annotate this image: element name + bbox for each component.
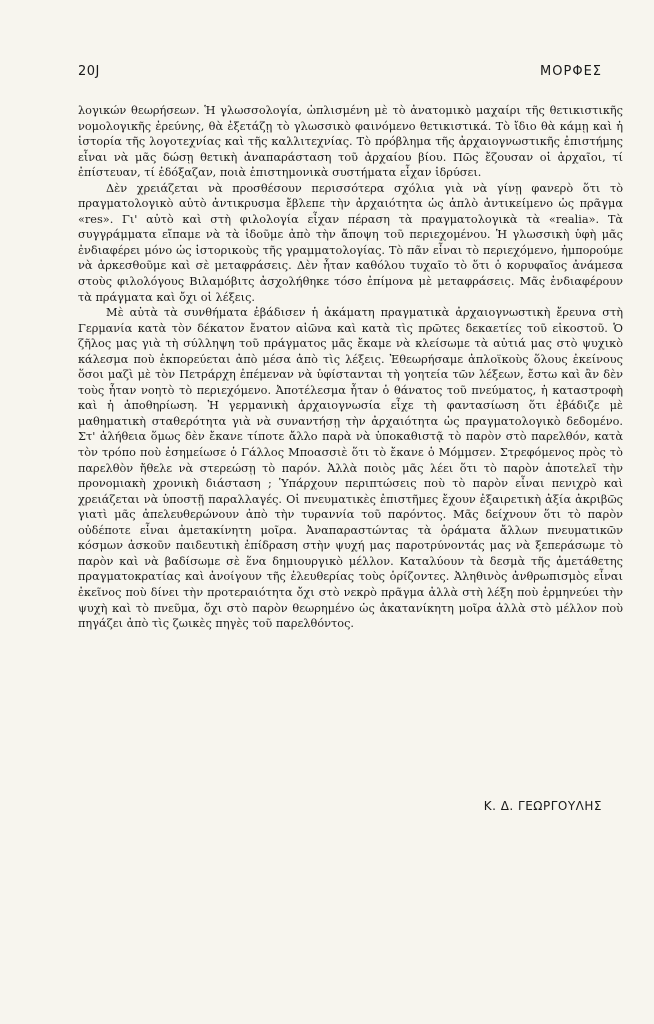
paragraph-3: Μὲ αὐτὰ τὰ συνθήματα ἐβάδισεν ἡ ἀκάματη πραγματικὰ ἀρχαιογνωστικὴ ἔρευνα στὴ Γερμανία κατὰ τὸν δέκατον ἔνατον αἰῶνα καὶ κατὰ τὶς πρῶτες δεκαετίες τοῦ εἰκοστοῦ. Ὁ ζῆλος μας γιὰ τὴ σύλληψη τοῦ πράγματος μᾶς ἔκαμε νὰ κλείσωμε τὰ αὐτιά μας στὸ ψυχικὸ κάλεσμα ποὺ ἐκπορεύεται ἀπὸ μέσα ἀπὸ τὶς λέξεις. Ἐθεωρήσαμε ἀπλοϊκοὺς ὅλους ἐκείνους ὅσοι μαζὶ μὲ τὸν Πετράρχη ἐπέμεναν νὰ ὑφίστανται τὴ γοητεία τῶν λέξεων, ἔστω καὶ ἂν δὲν τοὺς ἦταν νοητὸ τὸ περιεχόμενο. Ἀποτέλεσμα ἦταν ὁ θάνατος τοῦ πνεύματος, ἡ καταστροφὴ καὶ ἡ ἀποθηρίωση. Ἡ γερμανικὴ ἀρχαιογνωσία εἶχε τὴ φαντασίωση ὅτι ἐβάδιζε μὲ μαθηματικὴ σταθερότητα γιὰ νὰ συναντήσῃ τὴν ἀρχαιότητα ὡς πραγματολογικὸ δεδομένο. Στ' ἀλήθεια ὅμως δὲν ἔκανε τίποτε ἄλλο παρὰ νὰ ὑποκαθιστᾷ τὸ παρὸν στὸ παρελθόν, κατὰ τὸν τρόπο ποὺ ἐσημείωσε ὁ Γάλλος Μποασσιὲ ὅτι τὸ ἔκανε ὁ Μόμμσεν. Στρεφόμενος πρὸς τὸ παρελθὸν ἤθελε νὰ στερεώσῃ τὸ παρόν. Ἀλλὰ ποιὸς μᾶς λέει ὅτι τὸ παρὸν ἀποτελεῖ τὴν προνομιακὴ χρονικὴ διάσταση ; Ὑπάρχουν περιπτώσεις ποὺ τὸ παρὸν εἶναι πενιχρὸ καὶ χρειάζεται νὰ ὑποστῇ παραλλαγές. Οἱ πνευματικὲς ἐπιστῆμες ἔχουν ἐξαιρετικὴ ἀξία ἀκριβῶς γιατὶ μᾶς ἀπελευθερώνουν ἀπὸ τὴν τυραννία τοῦ παρόντος. Μᾶς δείχνουν ὅτι τὸ παρὸν οὐδέποτε εἶναι ἀμετακίνητη μοῖρα. Ἀναπαραστώντας τὰ ὁράματα ἄλλων πνευματικῶν κόσμων ἀσκοῦν παιδευτικὴ ἐπίδραση στὴν ψυχή μας παροτρύνοντάς μας νὰ ξεπεράσωμε τὸ παρὸν καὶ νὰ βαδίσωμε σὲ ἕνα δημιουργικὸ μέλλον. Καταλύουν τὰ δεσμὰ τῆς ἀμετάθετης πραγματοκρατίας καὶ ἀνοίγουν τῆς ἐλευθερίας τοὺς ὁρίζοντες. Ἀληθινὸς ἀνθρωπισμὸς εἶναι ἐκεῖνος ποὺ δίνει τὴν προτεραιότητα ὄχι στὸ νεκρὸ πρᾶγμα ἀλλὰ στὴ λέξη ποὺ ἑρμηνεύει τὴν ψυχὴ καὶ τὸ πνεῦμα, ὄχι στὸ παρὸν θεωρημένο ὡς ἀκατανίκητη μοῖρα ἀλλὰ στὸ μέλλον ποὺ πηγάζει ἀπὸ τὶς ζωικὲς πηγὲς τοῦ παρελθόντος.	[78, 306, 623, 631]
body-text	[78, 103, 623, 632]
paragraph-1: λογικών θεωρήσεων. Ἡ γλωσσολογία, ὡπλισμένη μὲ τὸ ἀνατομικὸ μαχαίρι τῆς θετικιστικῆς νομολογικῆς ἐρεύνης, θὰ ἐξετάζῃ τὸ γλωσσικὸ φαινόμενο θετικιστικά. Τὸ ἴδιο θὰ κάμῃ καὶ ἡ ἱστορία τῆς λογοτεχνίας καὶ τῆς καλλιτεχνίας. Τὸ πρόβλημα τῆς ἀρχαιογνωστικῆς ἐπιστήμης εἶναι νὰ μᾶς δώσῃ θετικὴ ἀναπαράσταση τοῦ ἀρχαίου βίου. Πῶς ἔζουσαν οἱ ἀρχαῖοι, τί ἐπίστευαν, τί ἐδόξαζαν, ποιὰ ἐπιστημονικὰ συστήματα εἶχαν ἱδρύσει.	[78, 104, 623, 180]
page-number: 20J	[78, 64, 100, 79]
running-title: ΜΟΡΦΕΣ	[540, 64, 602, 79]
author-signature: Κ. Δ. ΓΕΩΡΓΟΥΛΗΣ	[483, 799, 602, 813]
paragraph-2: Δὲν χρειάζεται νὰ προσθέσουν περισσότερα σχόλια γιὰ νὰ γίνῃ φανερὸ ὅτι τὸ πραγματολογικὸ αὐτὸ ἀντικρυσμα ἔβλεπε τὴν ἀρχαιότητα ὡς ἁπλὸ ἀντικείμενο ὡς πρᾶγμα «res». Γι' αὐτὸ καὶ στὴ φιλολογία εἶχαν πέραση τὰ πραγματολογικὰ τὰ «realia». Τὰ συγγράμματα εἴπαμε νὰ τὰ ἰδοῦμε ἀπὸ τὴν ἄποψη τοῦ περιεχομένου. Ἡ γλωσσικὴ ὑφὴ μᾶς ἐνδιαφέρει μόνο ὡς ἱστορικοὺς τῆς γραμματολογίας. Τὸ πᾶν εἶναι τὸ περιεχόμενο, ἠμπορούμε νὰ ἀρκεσθοῦμε καὶ σὲ μεταφράσεις. Δὲν ἦταν καθόλου τυχαῖο τὸ ὅτι ὁ κορυφαῖος ἀνάμεσα στοὺς φιλολόγους Βιλαμόβιτς ἀσχολήθηκε τόσο ἐπίμονα μὲ μεταφράσεις. Μᾶς ἐνδιαφέρουν τὰ πράγματα καὶ ὄχι οἱ λέξεις.	[78, 181, 623, 304]
page-header	[78, 64, 602, 84]
